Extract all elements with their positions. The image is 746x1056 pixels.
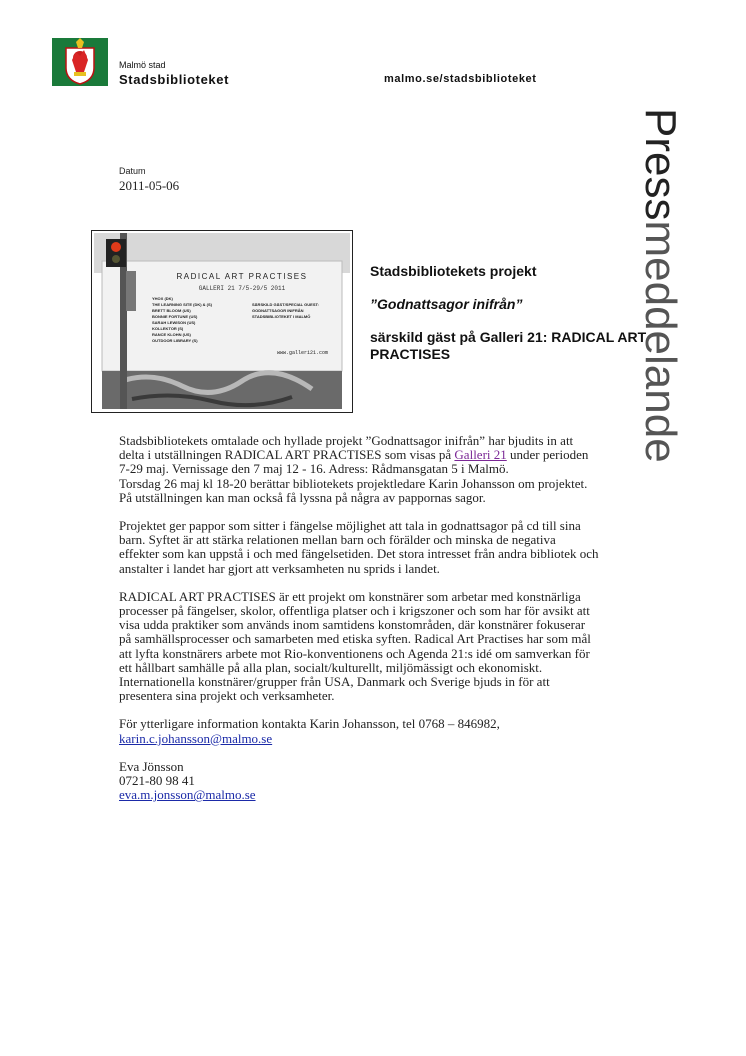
press-body	[119, 434, 599, 816]
contact-block-2	[119, 760, 599, 803]
paragraph-intro	[119, 434, 599, 477]
poster-artist: THE LEARNING SITE (DK) & (S)	[152, 302, 212, 307]
poster-artist: BRETT BLOOM (US)	[152, 308, 191, 313]
heading-project: Stadsbibliotekets projekt	[370, 263, 537, 279]
paragraph-project: Projektet ger pappor som sitter i fängelse möjlighet att tala in godnattsagor på cd till sina barn. Syftet är att stärka relationen mellan barn och förälder och minska de negativa effekter som kan uppstå i och med fängelsetiden. Det stora intresset från andra bibliotek och anstalter i landet har gjort att verksamheten nu sprids i landet.	[119, 518, 599, 576]
poster-artist: BONNIE FORTUNE (US)	[152, 314, 198, 319]
poster-guest: STADSBIBLIOTEKET I MALMÖ	[252, 314, 311, 319]
org-name-small: Malmö stad	[119, 60, 166, 70]
poster-artist: RANCE KLOHN (US)	[152, 332, 191, 337]
poster-artist: YHOX (DK)	[152, 296, 173, 301]
contact-block	[119, 717, 599, 745]
contact-email-link[interactable]: karin.c.johansson@malmo.se	[119, 730, 273, 746]
poster-artist: SARAH LEWISON (US)	[152, 320, 196, 325]
date-value: 2011-05-06	[119, 178, 180, 193]
exhibition-photo	[91, 230, 353, 413]
date-label: Datum	[119, 166, 146, 176]
poster-artist: OUTDOOR LIBRARY (S)	[152, 338, 198, 343]
poster-guest: SÄRSKILD GÄST/SPECIAL GUEST:	[252, 302, 319, 307]
malmo-griffin-crest-icon	[52, 38, 108, 86]
vertical-title-press: Press	[636, 108, 685, 221]
contact-name: Eva Jönsson	[119, 758, 184, 774]
galleri21-link[interactable]: Galleri 21	[454, 447, 507, 463]
contact2-email-link[interactable]: eva.m.jonsson@malmo.se	[119, 787, 256, 803]
contact-phone: 0721-80 98 41	[119, 773, 195, 789]
poster-subtitle: GALLERI 21 7/5-29/5 2011	[198, 285, 286, 292]
poster-url: www.galleri21.com	[277, 350, 329, 356]
vertical-title-meddelande: meddelande	[636, 220, 685, 463]
poster-artist: KOLLEKTOR (S)	[152, 326, 184, 331]
heading-project-name: ”Godnattsagor inifrån”	[370, 296, 523, 312]
paragraph-text: under perioden 7-29 maj. Vernissage den 7 maj 12 - 16. Adress: Rådmansgatan 5 i Malmö.	[119, 447, 589, 477]
paragraph-text: Stadsbibliotekets omtalade och hyllade projekt ”Godnattsagor inifrån” har bjudits in att delta i utställningen RADICAL ART PRACTISES som visas på	[119, 433, 574, 463]
heading-guest: särskild gäst på Galleri 21: RADICAL ART PRACTISES	[370, 329, 647, 362]
website-url: malmo.se/stadsbiblioteket	[384, 73, 537, 85]
poster-title: RADICAL ART PRACTISES	[176, 272, 308, 281]
org-name: Stadsbiblioteket	[119, 72, 230, 87]
press-headings	[370, 263, 650, 379]
paragraph-event: Torsdag 26 maj kl 18-20 berättar bibliotekets projektledare Karin Johansson om projektet. På utställningen kan man också få lyssna på några av pappornas sagor.	[119, 475, 588, 505]
paragraph-exhibition: RADICAL ART PRACTISES är ett projekt om konstnärer som arbetar med konstnärliga processer på fängelser, skolor, offentliga platser och i krigszoner och som har för avsikt att visa udda praktiker som används inom samtidens konstområden, där konstnärer fokuserar på samhällsprocesser och samarbeten med etiska syften. Radical Art Practises har som mål att lyfta konstnärers arbete mot Rio-konventionens och Agenda 21:s idé om samverkan för ett hållbart samhälle på alla plan, socialt/kulturellt, miljömässigt och ekonomiskt. Internationella konstnärer/grupper från USA, Danmark och Sverige bjuds in för att presentera sina projekt och verksamheter.	[119, 588, 591, 704]
contact-text: För ytterligare information kontakta Karin Johansson, tel 0768 – 846982,	[119, 716, 500, 732]
poster-guest: GODNATTSAGOR INIFRÅN	[252, 308, 304, 313]
